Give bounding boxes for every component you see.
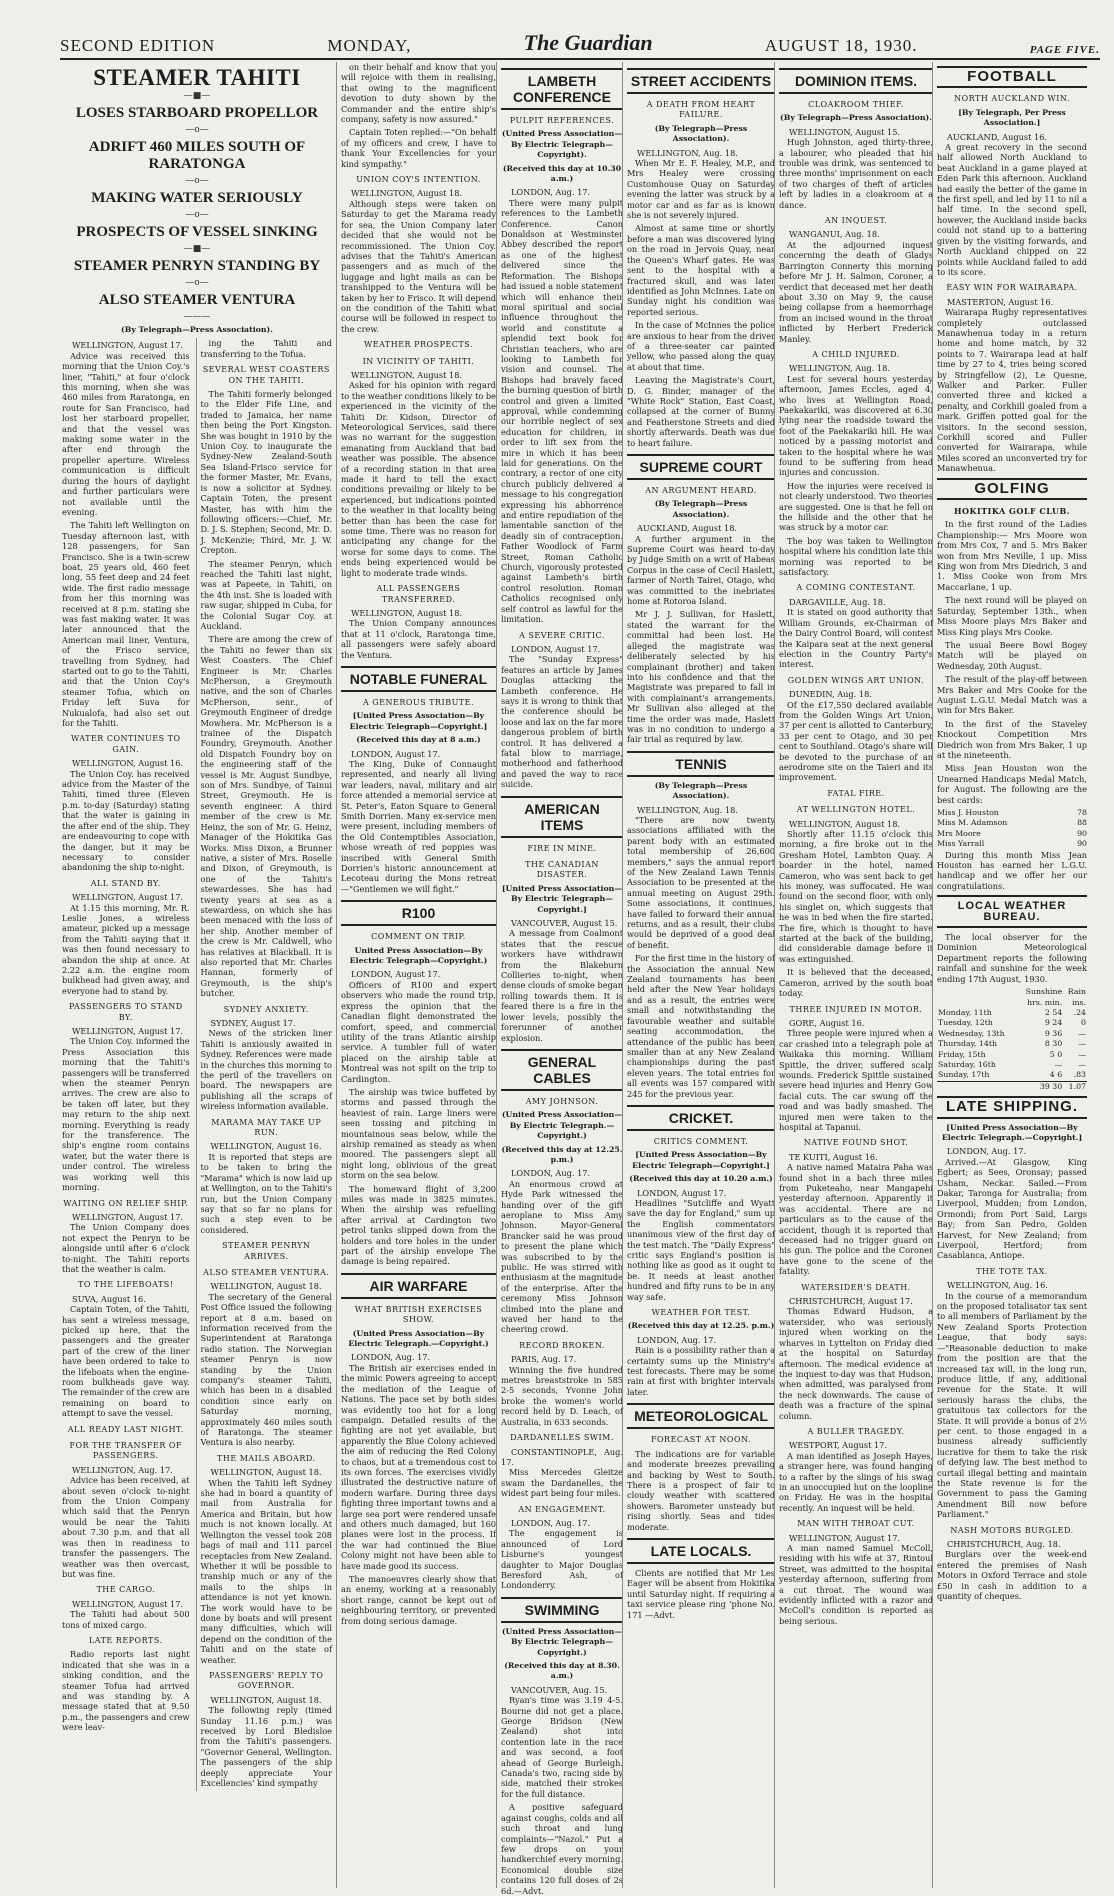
sunshine-value: 5 0 bbox=[1049, 1049, 1063, 1059]
dateline: AUCKLAND, August 18. bbox=[637, 523, 738, 534]
dateline: MASTERTON, August 16. bbox=[947, 296, 1054, 307]
score-row bbox=[937, 839, 1087, 849]
dateline: WELLINGTON, August 17. bbox=[72, 1026, 184, 1036]
paragraph: When Mr E. F. Healey, M.P., and Mrs Healey were crossing Customhouse Quay on Saturday evening the latter was struck by a motor car and as far as is known she is not severely injured. bbox=[627, 158, 775, 221]
received-line: (Received this day at 12.25. p.m.) bbox=[501, 1144, 623, 1164]
subheading: FATAL FIRE. bbox=[827, 788, 885, 798]
weather-day: Friday, 15th bbox=[938, 1049, 986, 1059]
issue-date: AUGUST 18, 1930. bbox=[764, 36, 918, 55]
dateline: WELLINGTON, August 17. bbox=[72, 1211, 184, 1222]
column-tahiti bbox=[62, 62, 332, 1888]
headline-dominion-items: DOMINION ITEMS. bbox=[779, 68, 933, 94]
dateline: LONDON, August 17. bbox=[511, 643, 601, 654]
subheading: WHAT BRITISH EXERCISES SHOW. bbox=[354, 1304, 483, 1325]
paragraph: The homeward flight of 3,200 miles was made in 3825 minutes. When the airship was refuelling after arrival at Cardington two petrol tanks slipped down from the holders and tore holes in the under part of the airship envelope The damage is being repaired. bbox=[341, 1183, 496, 1267]
paragraph: For the first time in the history of the Association the annual New Zealand tournaments has been held after the New Year holidays and as a result, the entries were small and notwithstanding the favourable weather and suitable seating accommodation, the attendance of the public has been smaller than at any New Zealand championships during the past eleven years. The total entries for all events was 157 compared with 245 for the previous year. bbox=[627, 953, 775, 1099]
paragraph: Leaving the Magistrate's Court, D. G. Binder, manager of the "White Rock" Station, East Coast, collapsed at the corner of Bunny and Featherstone Streets and died shortly afterwards. Death was due to heart failure. bbox=[627, 375, 775, 448]
subheading: AMY JOHNSON. bbox=[525, 1096, 599, 1106]
paragraph: Rain is a possibility rather than a certainty sums up the Ministry's test forecasts. There may be some rain at first with brighter intervals later. bbox=[627, 1345, 775, 1397]
subheading: NATIVE FOUND SHOT. bbox=[803, 1138, 909, 1148]
subheading: CRITICS COMMENT. bbox=[653, 1136, 749, 1146]
headline-american-items: AMERICAN ITEMS bbox=[501, 796, 623, 838]
paragraph: Arrived.—At Glasgow, King Egbert; as Sees, Oronsay; passed Usham, Neckar. Sailed.—From Dakar, Taronga for Australia; from Liverpool, Mudden; from London, Ormondi; from Port Said, Largs Bay; from San Pedro, Golden Harvest, for New Zealand; from Liverpool, Hertford; from Casablanca, Antiope. bbox=[937, 1156, 1087, 1261]
credit-line: (United Press Association—By Electric Telegraph—Copyright). bbox=[501, 129, 623, 160]
dateline: WELLINGTON, August 17. bbox=[72, 340, 184, 351]
rule-ornament: —o— bbox=[185, 210, 209, 220]
headline-golfing: GOLFING bbox=[937, 478, 1087, 500]
rule-ornament: ——— bbox=[183, 312, 211, 322]
dateline: LONDON, Aug. 17. bbox=[511, 187, 591, 198]
paragraph: Of the £17,550 declared available from the Golden Wings Art Union, 37 per cent is allotted to Canterbury, 33 per cent to Otago, and 30 per cent to Southland. Otago's share will be devoted to the purchase of an aerodrome site on the Taieri and its improvement. bbox=[779, 699, 933, 783]
rule-ornament: —■— bbox=[183, 244, 211, 254]
paragraph: Clients are notified that Mr Les Eager will be absent from Hokitika until Saturday night. If requiring a taxi service please ring 'phone No. 171 —Advt. bbox=[627, 1567, 775, 1620]
credit-line: (United Press Association—By Electric Telegraph—Copyright.) bbox=[501, 1626, 623, 1657]
score-row bbox=[937, 808, 1087, 818]
deck-2: ADRIFT 460 MILES SOUTH OF RARATONGA bbox=[88, 139, 306, 172]
text-column-a bbox=[62, 338, 190, 1791]
newspaper-title: The Guardian bbox=[523, 30, 653, 55]
deck-1: LOSES STARBOARD PROPELLOR bbox=[75, 105, 319, 121]
subheading: DARDANELLES SWIM. bbox=[510, 1433, 614, 1443]
paragraph: In the case of McInnes the police are anxious to hear from the driver of a three-seater car painted yellow, who passed along the quay at about that time. bbox=[627, 320, 775, 372]
paragraph: The Tahiti formerly belonged to the Elder Fife Line, and traded to Jamaica, her name then being the Port Kingston. She was bought in 1910 by the Union Coy. to inaugurate the Sydney-New Zealand-South Sea Island-Frisco service for the former Master, Mr. Evans, is now a solicitor at Sydney. Captain Toten, the present Master, has with him the following officers:—Chief, Mr. D. J. S. Stephen; Second, Mr. D. J. McKenzie; Third, Mr. J. W. Crepton. bbox=[200, 389, 332, 556]
rain-value: .83 bbox=[1073, 1070, 1086, 1080]
dateline: WELLINGTON, August 15. bbox=[789, 126, 901, 137]
received-line: (Received this day at 12.25. p.m.) bbox=[627, 1321, 775, 1331]
subheading: THE MAILS ABOARD. bbox=[217, 1453, 316, 1463]
rain-total: 1.07 bbox=[1068, 1081, 1086, 1091]
paragraph: The Tahiti had about 500 tons of mixed cargo. bbox=[62, 1609, 190, 1630]
subheading: PULPIT REFERENCES. bbox=[509, 116, 615, 125]
rain-value: — bbox=[1078, 1028, 1086, 1038]
paragraph: The Union Company announces that at 11 o'clock, Raratonga time, all passengers were safely aboard the Ventura. bbox=[341, 618, 496, 660]
paragraph: In the first of the Staveley Knockout Competition Mrs Diedrich won from Mrs Baker, 1 up at the nineteenth. bbox=[937, 718, 1087, 760]
subheading: A BULLER TRAGEDY. bbox=[807, 1426, 905, 1436]
subheading: ALL PASSENGERS TRANSFERRED. bbox=[376, 584, 461, 604]
paragraph: At 1.15 this morning, Mr. R. Leslie Jones, a wireless amateur, picked up a message from the Tahiti saying that it was then found necessary to abandon the ship at once. At 2.22 a.m. the engine room bulkhead had given away, and everyone had to stand by. bbox=[62, 902, 190, 996]
dateline: TE KUITI, August 16. bbox=[789, 1151, 878, 1162]
paragraph: The King, Duke of Connaught represented, and nearly all living war leaders, naval, military and air force attended a memorial service at St. Peter's, Eaton Square to General Smith Dorrien. Many ex-service men were present, including members of the Old Contemptibles Association, whose wreath of red poppies was inscribed with General Smith Dorrien's historic announcement at Lecoteau during the Mons retreat—"Gentlemen we will fight." bbox=[341, 758, 496, 894]
dateline: LONDON, August 17. bbox=[351, 969, 441, 980]
rule-ornament: —■— bbox=[183, 91, 211, 101]
player-score: 88 bbox=[1077, 818, 1087, 828]
credit-line: United Press Association—By Electric Telegraph—Copyright.) bbox=[349, 945, 488, 966]
paragraph: A great recovery in the second half allowed North Auckland to beat Auckland in a game played at Eden Park this afternoon. Auckland had easily the better of the game in the first spell, and led by 11 to nil a half time. In the second spell, however, the Auckland inside backs could not stand up to a battering given by the visiting forwards, and North Auckland chipped on 22 points while Auckland failed to add to its score. bbox=[937, 142, 1087, 277]
subheading: IN VICINITY OF TAHITI. bbox=[362, 356, 475, 366]
subheading: LATE REPORTS. bbox=[88, 1635, 163, 1645]
paragraph: There were many pulpit references to the Lambeth Conference. Canon Donaldson at Westminster Abbey described the report as one of the highest delivered since the Reformation. The Bishops had issued a noble statement which will enhance their moral spiritual and social influence throughout the world and constitute a splendid text book for Christian teachers, who are looking to Lambeth for vision and counsel. The Bishops had bravely faced the burning question of birth control and given a limited approval, while condemning our horrible neglect of sex education for children, in order to lift sex from the mire in which it has been laid for generations. On the contrary, a rector of one city church publicly delivered a message to his congregation expressing his abhorrence and entire repudiation of the lamentable sanction of the deadly sin of contraception. Father Woodlock of Farm Street, Roman Catholic Church, vigorously protested against Lambeth's birth control resolution. Roman Catholics recognised only self control as lawful for the limitation. bbox=[501, 197, 623, 625]
subheading: THE TOTE TAX. bbox=[976, 1266, 1048, 1276]
subheading: MAN WITH THROAT CUT. bbox=[797, 1519, 915, 1529]
dateline: WELLINGTON, August 18. bbox=[351, 369, 463, 380]
credit-line: (By Telegraph—Press Association). bbox=[654, 780, 748, 801]
paragraph: Mr J. J. Sullivan, for Haslett, stated the warrant for the committal had been lost. He alleged the magistrate was deliberately selected by his complainant (brother) and taken into his confidence and that the Magistrate was prepared to fall in with complainant's arrangements. Mr Sullivan also alleged at the time the order was made, Haslett was in no condition to undergo a fair trial as required by law. bbox=[627, 609, 775, 745]
rule-ornament: —o— bbox=[185, 278, 209, 288]
subheading: COMMENT ON TRIP. bbox=[371, 932, 466, 942]
paragraph: The steamer Penryn, which reached the Tahiti last night, was at Papeete, in Tahiti, on the 4th inst. She is loaded with raw sugar, shipped in Cuba, for the Colonial Sugar Coy. at Auckland. bbox=[200, 558, 332, 631]
weather-row bbox=[937, 1060, 1087, 1070]
dateline: WELLINGTON, August 16. bbox=[72, 758, 184, 769]
paragraph: Captain Toten, of the Tahiti, has sent a wireless message, picked up here, that the passengers and the greater part of the crew of the liner have been ordered to take to the lifeboats when the engine-room bulkheads gave way. The remainder of the crew are remaining on board to attempt to save the vessel. bbox=[62, 1304, 190, 1419]
dateline: WELLINGTON, August 18. bbox=[789, 818, 901, 829]
subheading: EASY WIN FOR WAIRARAPA. bbox=[946, 283, 1078, 293]
credit-line: (United Press Association—By Electric Telegraph.—Copyright.) bbox=[348, 1328, 489, 1349]
column-6 bbox=[932, 62, 1087, 1888]
subheading: WATER CONTINUES TO GAIN. bbox=[70, 734, 181, 754]
paragraph: The "Sunday Express" features an article by James Douglas attacking the Lambeth conference. He says it is wrong to think that the conference should be loose and lax on the far more dangerous problem of birth control. It has delivered a fatal blow to marriage, motherhood and fatherhood and paved the way to race suicide. bbox=[501, 654, 623, 790]
credit-line: (By Telegraph—Press Association). bbox=[654, 499, 748, 519]
paragraph: Three people were injured when a car crashed into a telegraph pole at Waikaka this morning. William Spittle, the driver, suffered scalp wounds. Frederick Spittle sustained severe head injuries and Henry Gow facial cuts. The car swung off the road and was badly smashed. The injured men were taken to the hospital at Tapanui. bbox=[779, 1028, 933, 1132]
dateline: WELLINGTON, August 18. bbox=[210, 1281, 322, 1292]
player-score: 90 bbox=[1077, 839, 1087, 849]
column-5 bbox=[774, 62, 933, 1888]
weather-row bbox=[937, 1029, 1087, 1039]
page-number: PAGE FIVE. bbox=[1029, 44, 1100, 56]
masthead bbox=[60, 30, 1100, 60]
paragraph: An enormous crowd at Hyde Park witnessed the handing over of the gift aeroplane to Miss Amy Johnson. Mayor-General Brancker said he was proud to present the plane which was subscribed to by the public. He was stirred with enthusiasm at the magnitude of the enterprise. After the ceremony Miss Johnson climbed into the plane and waved her hand to the cheering crowd. bbox=[501, 1178, 623, 1335]
paragraph: "There are now twenty associations affiliated with the parent body with an estimated total membership of 26,600 members," says the annual report of the New Zealand Lawn Tennis Association to be presented at the annual meeting on August 29th. Some associations, it continues, have failed to forward their annual returns, and as a result, their clubs would be deprived of a good deal of benefit. bbox=[627, 814, 775, 950]
dateline: LONDON, Aug. 17. bbox=[637, 1334, 717, 1345]
subheading: AT WELLINGTON HOTEL. bbox=[796, 805, 916, 815]
column-units: hrs. min. bbox=[1027, 997, 1063, 1007]
paragraph: Miss Mercedes Gleitze swam the Dardanelles, the widest part being four miles. bbox=[501, 1467, 623, 1499]
dateline: PARIS, Aug. 17. bbox=[511, 1354, 577, 1365]
sunshine-value: 9 24 bbox=[1044, 1018, 1063, 1028]
received-line: (Received this day at 8.30. a.m.) bbox=[504, 1661, 620, 1681]
subheading: A SEVERE CRITIC. bbox=[519, 630, 605, 640]
paragraph: How the injuries were received is not clearly understood. Two theories are suggested. One is that he fell on the hillside and the other that he was struck by a motor car. bbox=[779, 480, 933, 533]
paragraph: Almost at same time or shortly before a man was discovered lying on the road in Jervois Quay, near the Queen's Wharf gates. He was sent to the hospital with a fractured skull, and was later identified as John McInnes. Late on Sunday night his condition was reported serious. bbox=[627, 223, 775, 317]
subheading: FORECAST AT NOON. bbox=[650, 1435, 752, 1445]
credit-line: [United Press Association—By Electric Telegraph—Copyright.] bbox=[632, 1150, 770, 1170]
column-header: Rain bbox=[1067, 987, 1086, 997]
dateline: WELLINGTON, August 17. bbox=[72, 892, 184, 903]
rule-ornament: —o— bbox=[185, 125, 209, 135]
paragraph: Hugh Johnston, aged thirty-three, a labourer, who pleaded that his trouble was drink, was sentenced to three months' imprisonment on each of two charges of theft of articles left by ladies in a cloakroom at a dance. bbox=[779, 137, 933, 210]
credit-line: (By Telegraph—Press Association). bbox=[780, 113, 932, 123]
credit-line: (United Press Association—By Electric Telegraph.—Copyright.) bbox=[501, 1110, 623, 1141]
paragraph: The local observer for the Dominion Meteorological Department reports the following rainfall and sunshine for the week ending 17th August, 1930. bbox=[937, 932, 1087, 984]
dateline: WELLINGTON, Aug. 16. bbox=[947, 1280, 1048, 1291]
subheading: UNION COY'S INTENTION. bbox=[356, 175, 481, 185]
subheading: A CHILD INJURED. bbox=[812, 349, 900, 359]
dateline: SUVA, August 16. bbox=[72, 1293, 146, 1304]
paragraph: ing the Tahiti and transferring to the Tofua. bbox=[200, 338, 332, 359]
column-4 bbox=[622, 62, 775, 1888]
credit-line: [By Telegraph, Per Press Association.] bbox=[958, 107, 1066, 128]
player-score: 78 bbox=[1077, 808, 1087, 817]
paragraph: Radio reports last night indicated that she was in a sinking condition, and the steamer Tofua had arrived and was standing by. A message stated that at 9.50 p.m., the passengers and crew were leav- bbox=[62, 1649, 190, 1733]
subheading: AN INQUEST. bbox=[824, 216, 888, 226]
weather-row bbox=[937, 1018, 1087, 1028]
weather-header-row bbox=[937, 987, 1087, 997]
paragraph: It is believed that the deceased, Cameron, arrived by the south boat today. bbox=[779, 967, 933, 999]
headline-general-cables: GENERAL CABLES bbox=[501, 1049, 623, 1091]
dateline: LONDON, Aug. 17. bbox=[511, 1168, 591, 1179]
paragraph: The indications are for variable and moderate breezes prevailing and backing by West to South. There is a prospect of fair to cloudy weather with scattered showers. Barometer unsteady but rising shortly. Seas and tides moderate. bbox=[627, 1448, 775, 1532]
subheading: RECORD BROKEN. bbox=[519, 1340, 605, 1350]
dateline: LONDON, August 17. bbox=[637, 1187, 727, 1198]
dateline: SYDNEY, August 17. bbox=[210, 1018, 296, 1028]
received-line: (Received this day at 8 a.m.) bbox=[356, 735, 481, 745]
score-row bbox=[937, 818, 1087, 828]
paragraph: At the adjourned inquest concerning the death of Gladys Barrington Connerty this morning before Mr J. H. Salmon, Coroner, a verdict that deceased met her death about 3.30 on May 9, the cause being collapse from a haemorrhage from an incised wound in the throat inflicted by Herbert Frederick Manley. bbox=[779, 239, 933, 344]
weather-row bbox=[937, 1070, 1087, 1081]
dateline: AUCKLAND, August 16. bbox=[947, 131, 1048, 142]
paragraph: on their behalf and know that you will rejoice with them in realising, that owing to the magnificent devotion to duty shown by the Commander and the entire ship's company, safety is now assured." bbox=[341, 62, 496, 125]
subheading: THE CARGO. bbox=[96, 1585, 156, 1595]
subheading: WEATHER FOR TEST. bbox=[651, 1308, 751, 1318]
paragraph: Ryan's time was 3.19 4-5. Bourne did not get a place. George Bridson (New Zealand) shot into contention late in the race and was second, a foot ahead of George Burleigh. Canada's two, racing side by side, matched their strokes for the full distance. bbox=[501, 1695, 623, 1799]
paragraph: There are among the crew of the Tahiti no fewer than six West Coasters. The Chief Engineer is Mr. Charles McPherson, a Greymouth native, and the son of Charles McPherson, senr., of Greymouth Engineer of dredge Mowhera. Mr. McPherson is a trainee of the Dispatch Foundry, Greymouth. Another old Dispatch Foundry boy on the engineering staff of the vessel is Mr. August Sundbye, son of Mrs. Sundbye, of Tainui Street, Greymouth. He is seventh engineer. A third member of the crew is Mr. Heinz, the son of Mr. G. Heinz, Manager of the Hokitika Gas Works. Miss Dixon, a Brunner native, a sister of Mrs. Roselle and Dixon, of Greymouth, is one of the Tahiti's stewardesses. She has had twenty years at sea as a stewardess, on which she has been menaced with the loss of her ship. Another member of the crew is Mr. Caldwell, who has relatives at Blackball. It is also reported that Mr. Charles Hannan, formerly of Greymouth, is the ship's butcher. bbox=[200, 634, 332, 999]
paragraph: Wairarapa Rugby representatives completely outclassed Manawhenua today in a return home and home match, by 32 points to 7. Wairarapa lead at half time by 27 to 4, tries being scored by Stringfellow (2), Le Quesne, Walker and Parker. Fuller converted three and kicked a penalty, and Corkhill goaled from a mark. Griffen potted goal for the visitors. In the second session, Corkhill scored and Fuller converted for Wairarapa, while Miles scored an unconverted try for Manawhenua. bbox=[937, 307, 1087, 474]
subheading: AN ARGUMENT HEARD. bbox=[645, 486, 757, 495]
paragraph: The Union Coy. informed the Press Association this morning that the Tahiti's passengers will be transferred when the steamer Penryn arrives. The crew are also to be taken off later, but they may return to the ship next morning. Everything is ready for the transference. The ship's engine room contains water, but the water there is under control. The wireless was working well this morning. bbox=[62, 1036, 190, 1193]
subheading: GOLDEN WINGS ART UNION. bbox=[787, 675, 925, 685]
credit-line: (By Telegraph—Press Association). bbox=[121, 325, 273, 334]
weather-units-row bbox=[937, 998, 1087, 1008]
paragraph: The Tahiti left Wellington on Tuesday afternoon last, with 128 passengers, for San Francisco. She is a twin-screw boat, 25 years old, 460 feet long, 55 feet deep and 24 feet wide. The first radio message from her this morning was received at 8 p.m. stating she was fast making water. It was later announced that the American mail liner, Ventura, of the Frisco service, travelling from Sydney, had started out to go to the Tahiti, and that the Union Coy's steamer Tofua, which on Friday left Suva for Nukualofa, had also set out for the Tahiti. bbox=[62, 520, 190, 729]
paragraph: It is reported that steps are to be taken to bring the "Marama" which is now laid up at Wellington, on to the Tahiti's run, but the Union Company say that so far no plans for such a step even to be considered. bbox=[200, 1151, 332, 1235]
advertisement: A positive safeguard against coughs, colds and all such throat and lung complaints—"Nazol." Put a few drops on your handkerchief every morning. Economical double size contains 120 full doses of 2s 6d.—Advt. bbox=[501, 1802, 623, 1896]
paragraph: Captain Toten replied:—"On behalf of my officers and crew, I have to thank Your Excellencies for your kind sympathy." bbox=[341, 127, 496, 169]
subheading: FOR THE TRANSFER OF PASSENGERS. bbox=[69, 1441, 183, 1461]
paragraph: When the Tahiti left Sydney she had in board a quantity of mail from Australia for America and Britain, but how much is not known locally. At Wellington the vessel took 208 bags of mail and 111 parcel receptacles from New Zealand. Whether it will be possible to tranship much or any of the mails to the ships in attendance is not yet known. The work would have to be done by boats and will present many difficulties, which will depend on the condition of the Tahiti and on the state of weather. bbox=[200, 1477, 332, 1665]
subheading: AN ENGAGEMENT. bbox=[518, 1504, 606, 1514]
weather-day: Tuesday, 12th bbox=[938, 1018, 993, 1028]
column-header: Sunshine bbox=[1025, 987, 1063, 997]
weather-day: Sunday, 17th bbox=[938, 1070, 990, 1080]
paragraph: The secretary of the General Post Office issued the following report at 8 a.m. based on information received from the Superintendent at Raratonga radio station. The Norwegian steamer Penryn is now standing by the Union company's steamer Tahiti, which has been in a disabled condition since early on Saturday morning, approximately 460 miles south of Raratonga. The steamer Ventura is also nearby. bbox=[200, 1291, 332, 1448]
paragraph: The usual Beere Bowl Bogey Match will be played on Wednesday, 20th August. bbox=[937, 639, 1087, 671]
subheading: A COMING CONTESTANT. bbox=[796, 583, 916, 593]
paragraph: Thomas Edward Hudson, a watersider, who was seriously injured when working on the wharves in Lyttelton on Friday died at the hospital on Saturday afternoon. The medical evidence at the inquest to-day was that Hudson, when admitted, was paralysed from the neck downwards. The cause of death was a fracture of the spinal column. bbox=[779, 1306, 933, 1421]
golf-scores bbox=[937, 808, 1087, 850]
received-line: (Received this day at 10.30 a.m.) bbox=[502, 163, 622, 184]
dateline: CHRISTCHURCH, August 17. bbox=[789, 1296, 913, 1307]
headline-meteorological: METEOROLOGICAL bbox=[627, 1403, 775, 1429]
subheading: WATERSIDER'S DEATH. bbox=[801, 1282, 911, 1292]
dateline: WELLINGTON, August 18. bbox=[351, 188, 463, 199]
credit-line: (By Telegraph—Press Association). bbox=[654, 123, 748, 144]
text-column-b bbox=[196, 338, 332, 1791]
sunshine-value: 9 36 bbox=[1044, 1028, 1063, 1038]
rain-value: .24 bbox=[1073, 1007, 1086, 1017]
paragraph: A further argument in the Supreme Court was heard to-day by Judge Smith on a writ of Habeas Corpus in the case of Cecil Haslett, farmer of North Tairei, Otago, who was committed to the inebriates home at Rotoroa Island. bbox=[627, 533, 775, 607]
paragraph: The following reply (timed Sunday 11.16 p.m.) was received by Lord Bledisloe from the Tahiti's passengers. "Governor General, Wellington. The passengers of the ship deeply appreciate Your Excellencies' kind sympathy bbox=[200, 1705, 332, 1789]
dateline: WELLINGTON, Aug. 18. bbox=[637, 804, 738, 815]
dateline: WELLINGTON, August 17. bbox=[72, 1598, 184, 1609]
subheading: A GENEROUS TRIBUTE. bbox=[362, 697, 475, 707]
headline-steamer-tahiti: STEAMER TAHITI bbox=[93, 65, 301, 90]
headline-late-locals: LATE LOCALS. bbox=[627, 1538, 775, 1564]
dateline: LONDON, August 17. bbox=[351, 748, 441, 759]
subheading: CLOAKROOM THIEF. bbox=[808, 100, 904, 109]
deck-6: ALSO STEAMER VENTURA bbox=[98, 292, 296, 308]
subheading: THREE INJURED IN MOTOR. bbox=[789, 1004, 923, 1014]
credit-line: [United Press Association—By Electric Telegraph.—Copyright.] bbox=[941, 1122, 1083, 1142]
paragraph: The result of the play-off between Mrs Baker and Mrs Cooke for the August L.G.U. Medal Match was a win for Mrs Baker. bbox=[937, 674, 1087, 716]
headline-swimming: SWIMMING bbox=[501, 1597, 623, 1623]
column-3 bbox=[496, 62, 623, 1896]
dateline: VANCOUVER, Aug. 15. bbox=[511, 1684, 608, 1695]
paragraph: A man named Samuel McColl, residing with his wife at 37, Rintoul Street, was admitted to the hospital yesterday afternoon, suffering from a cut throat. The wound was evidently inflicted with a razor and McColl's condition is reported as being serious. bbox=[779, 1543, 933, 1626]
weather-table bbox=[937, 987, 1087, 1092]
credit-line: [United Press Association—By Electric Telegraph—Copyright.] bbox=[501, 883, 623, 914]
headline-supreme-court: SUPREME COURT bbox=[627, 454, 775, 480]
received-line: (Received this day at 10.20 a.m.) bbox=[629, 1174, 773, 1184]
dateline: WELLINGTON, August 18. bbox=[210, 1694, 322, 1705]
subheading: ALL STAND BY. bbox=[90, 878, 161, 888]
headline-street-accidents: STREET ACCIDENTS bbox=[627, 68, 775, 94]
dateline: WELLINGTON, August 17. bbox=[789, 1532, 901, 1543]
day-label: MONDAY, bbox=[327, 36, 412, 55]
weather-day: Wednesday, 13th bbox=[938, 1028, 1005, 1038]
dateline: DUNEDIN, Aug. 18. bbox=[789, 689, 872, 700]
subheading: SEVERAL WEST COASTERS ON THE TAHITI. bbox=[202, 365, 330, 385]
subheading: ALSO STEAMER VENTURA. bbox=[203, 1267, 330, 1277]
paragraph: During this month Miss Jean Houston has earned her L.G.U. handicap and we offer her our congratulations. bbox=[937, 849, 1087, 891]
dateline: WELLINGTON, Aug. 18. bbox=[637, 147, 738, 158]
sunshine-value: — bbox=[1054, 1059, 1063, 1069]
subheading: NORTH AUCKLAND WIN. bbox=[954, 94, 1070, 104]
dateline: WANGANUI, Aug. 18. bbox=[789, 229, 880, 240]
weather-day: Thursday, 14th bbox=[938, 1039, 998, 1049]
subheading: WEATHER PROSPECTS. bbox=[364, 340, 473, 350]
weather-row bbox=[937, 1039, 1087, 1049]
paragraph: Miss Jean Houston won the Unearned Handicaps Medal Match, for August. The following are the best cards: bbox=[937, 763, 1087, 805]
subheading: WAITING ON RELIEF SHIP. bbox=[63, 1198, 189, 1208]
paragraph: Winning the five hundred metres breaststroke in 585 2-5 seconds, Yvonne John broke the women's world record held by D. Leach, of Australia, in 633 seconds. bbox=[501, 1364, 623, 1427]
dateline: LONDON, Aug. 17. bbox=[947, 1146, 1027, 1157]
score-row bbox=[937, 829, 1087, 839]
player-name: Miss Yarrall bbox=[937, 839, 985, 849]
paragraph: The boy was taken to Wellington hospital where his condition late this morning was reported to be satisfactory. bbox=[779, 535, 933, 578]
sunshine-value: 8 30 bbox=[1044, 1039, 1063, 1049]
paragraph: Lest for several hours yesterday afternoon, James Eccles, aged 4, who lives at Wellington Road, Paekakariki, was discovered at 6.30 lying near the roadside toward the foot of the Paekakariki hill. He was noticed by a passing motorist and taken to the hospital where he was found to be suffering from head injuries and concussion. bbox=[779, 373, 933, 478]
subheading: SYDNEY ANXIETY. bbox=[223, 1004, 309, 1014]
paragraph: Burglars over the week-end entered the premises of Nash Motors in Oxford Terrace and stole £50 in cash in addition to a quantity of cheques. bbox=[937, 1549, 1087, 1602]
dateline: CONSTANTINOPLE, Aug. 17. bbox=[501, 1446, 623, 1467]
sunshine-value: 2 54 bbox=[1044, 1007, 1063, 1017]
dateline: WELLINGTON, Aug. 17. bbox=[72, 1464, 173, 1475]
paragraph: The Union Coy. has received advice from the Master of the Tahiti, timed three (Eleven p.m. to-day (Saturday) stating that the water is gaining in the after end of the ship. They are endeavouring to cope with the danger, but it may be necessary to consider abandoning the ship to-night. bbox=[62, 768, 190, 873]
paragraph: News of the stricken liner Tahiti is anxiously awaited in Sydney. References were made in the churches this morning to the peril of the travellers on board. The newspapers are publishing all the scraps of wireless information available. bbox=[200, 1028, 332, 1112]
weather-row bbox=[937, 1050, 1087, 1060]
rain-value: — bbox=[1078, 1059, 1086, 1069]
dateline: GORE, August 16. bbox=[789, 1017, 865, 1028]
dateline: WELLINGTON, Aug. 18. bbox=[789, 363, 890, 374]
dateline: CHRISTCHURCH, Aug. 18. bbox=[947, 1539, 1061, 1549]
paragraph: The manoeuvres clearly show that an enemy, working at a reasonably short range, cannot be kept out of neighbouring territory, or prevented from doing serious damage. bbox=[341, 1574, 496, 1626]
subheading: PASSENGERS' REPLY TO GOVERNOR. bbox=[209, 1670, 324, 1691]
paragraph: The next round will be played on Saturday, September 13th., when Miss Moore plays Mrs Baker and Miss King plays Mrs Cooke. bbox=[937, 595, 1087, 637]
paragraph: Advice was received this morning that the Union Coy.'s liner, "Tahiti," at four o'clock this morning, when she was 460 miles from Raratonga, en route for San Francisco, had lost her starboard propeller, and that the vessel was making some water in the after end through the propeller aperture. Wireless communication is difficult during the hours of daylight and further particulars were not available until the evening. bbox=[62, 350, 190, 517]
edition-label: SECOND EDITION bbox=[60, 36, 216, 55]
headline-lambeth-conference: LAMBETH CONFERENCE bbox=[501, 68, 623, 110]
paragraph: Advice has been received, at about seven o'clock to-night from the Union Company which said that the Penryn would be near the Tahiti about 7.30 p.m. and that all was then in readiness to transfer the passengers. The weather was then overcast, but was fine. bbox=[62, 1475, 190, 1579]
subheading: TO THE LIFEBOATS! bbox=[78, 1280, 174, 1290]
dateline: VANCOUVER, August 15. bbox=[511, 918, 618, 929]
dateline: WELLINGTON, August 18. bbox=[351, 607, 463, 618]
rain-value: — bbox=[1078, 1049, 1086, 1059]
paragraph: Headlines "Sutcliffe and Wyatt save the day for England," sum up the English commentators unanimous view of the first day of the test match. The "Daily Express" critic says England's position is nothing like as good as it ought to be. It needs at least another hundred and fifty runs to be in any way safe. bbox=[627, 1197, 775, 1302]
sunshine-value: 4 6 bbox=[1049, 1070, 1063, 1080]
headline-tennis: TENNIS bbox=[627, 751, 775, 777]
subheading: A DEATH FROM HEART FAILURE. bbox=[646, 100, 756, 120]
player-name: Miss M. Adamson bbox=[937, 818, 1008, 828]
subheading: PASSENGERS TO STAND BY. bbox=[68, 1002, 183, 1022]
paragraph: A man identified as Joseph Hayes, a stranger here, was found hanging to a rafter by the slings of his swag in an unoccupied hut on the loopline on Friday. He was in the hospital recently. An inquest will be held. bbox=[779, 1450, 933, 1513]
weather-total-row bbox=[937, 1081, 1087, 1092]
paragraph: In the first round of the Ladies Championship:— Mrs Moore won from Mrs Cox, 7 and 5. Mrs Baker won from Mrs Neville, 1 up. Miss King won from Mrs Diedrich, 3 and 1. Miss Cooke won from Mrs Maccarlane, 1 up. bbox=[937, 519, 1087, 592]
player-name: Mrs Moore bbox=[937, 828, 981, 838]
dateline: LONDON, Aug. 17. bbox=[351, 1352, 431, 1363]
headline-air-warfare: AIR WARFARE bbox=[341, 1273, 496, 1299]
rain-value: 0 bbox=[1081, 1018, 1086, 1028]
dateline: DARGAVILLE, Aug. 18. bbox=[789, 596, 886, 607]
headline-late-shipping: LATE SHIPPING. bbox=[937, 1096, 1087, 1118]
subheading: MARAMA MAY TAKE UP RUN. bbox=[211, 1117, 322, 1138]
paragraph: Shortly after 11.15 o'clock this morning, a fire broke out in the Gresham Hotel, Lambton Quay. A boarder in the hotel, named Cameron, who was sent back to get his money, was suffocated. He was found on the second floor, with only his singlet on, which suggests that he was in bed when the fire started. The fire, which is thought to have started at the back of the building, did considerable damage before it was extinguished. bbox=[779, 829, 933, 964]
headline-notable-funeral: NOTABLE FUNERAL bbox=[341, 666, 496, 692]
dateline: LONDON, Aug. 17. bbox=[511, 1517, 591, 1528]
player-name: Miss J. Houston bbox=[937, 808, 999, 817]
headline-local-weather-bureau: LOCAL WEATHER BUREAU. bbox=[937, 895, 1087, 928]
paragraph: The Union Company does not expect the Penryn to be alongside until after 6 o'clock to-night. The Tahiti reports that the weather is calm. bbox=[62, 1222, 190, 1274]
dateline: WELLINGTON, August 16. bbox=[210, 1141, 322, 1152]
paragraph: In the course of a memorandum on the proposed totalisator tax sent to all members of Parliament by the New Zealand Sports Protection League, that body says:—"Reasonable deduction to make from the position are that the increased tax will, in the long run, produce little, if any, additional revenue for the State. It will seriously harass the clubs, the gratuitous tax collectors for the State. It will provide a bonus of 2½ per cent. to those engaged in a business already sufficiently lucrative for them to take the risk of defying law. The best method to curtail illegal betting and maintain the State revenue is for the Government to pass the Gaming Amendment Bill now before Parliament." bbox=[937, 1290, 1087, 1520]
dateline: WELLINGTON, August 18. bbox=[210, 1467, 322, 1478]
deck-5: STEAMER PENRYN STANDING BY bbox=[73, 258, 321, 274]
paragraph: A message from Coalmont states that the rescue workers have withdrawn from the Blakeburn Collieries to-night, when dense clouds of smoke began rolling towards them. It is feared there is a fire in the lower levels, possibly the forerunner of another explosion. bbox=[501, 928, 623, 1043]
credit-line: [United Press Association—By Electric Telegraph—Copyright.] bbox=[349, 711, 488, 731]
paragraph: The British air exercises ended in the mimic Powers agreeing to accept the mediation of the League of Nations. The pace set by both sides was evidently too hot for a long campaign. Detailed results of the fighting are not yet available, but apparently the Blue Colony achieved the aim of reducing the Red Colony to chaos, but at a tremendous cost to its own forces. The exercises vividly illustrated the destructive nature of modern warfare. During three days fighting three important towns and a large sea port were rendered unsafe and others much damaged, but 160 planes were lost in the process. If the war had continued the Blue Colony might not have been able to have made good its success. bbox=[341, 1362, 496, 1571]
headline-football: FOOTBALL bbox=[937, 66, 1087, 88]
column-2 bbox=[336, 62, 496, 1888]
paragraph: A native named Mataira Paha was found shot in a bach three miles from Puketeaho, near Mangapehi yesterday afternoon. Apparently it was accidental. There are no particulars as to the cause of the accident, though it is reported that deceased had no trigger guard on his gun. The police and the Coroner have gone to the scene of the fatality. bbox=[779, 1162, 933, 1277]
player-score: 90 bbox=[1077, 828, 1087, 838]
deck-3: MAKING WATER SERIOUSLY bbox=[91, 190, 303, 206]
rain-value: — bbox=[1078, 1039, 1086, 1049]
dateline: WESTPORT, August 17. bbox=[789, 1440, 887, 1451]
weather-day: Saturday, 16th bbox=[938, 1059, 996, 1069]
headline-r100: R100 bbox=[341, 900, 496, 926]
subheading: STEAMER PENRYN ARRIVES. bbox=[222, 1241, 311, 1261]
headline-cricket: CRICKET. bbox=[627, 1105, 775, 1131]
subheading: FIRE IN MINE. bbox=[527, 843, 597, 853]
weather-day: Monday, 11th bbox=[938, 1007, 992, 1017]
paragraph: The engagement is announced of Lord Lisburne's youngest daughter to Major Douglas Beresford Ash, of Londonderry. bbox=[501, 1528, 623, 1591]
sunshine-total: 39 30 bbox=[1039, 1081, 1063, 1091]
rule-ornament: —o— bbox=[185, 176, 209, 186]
weather-row bbox=[937, 1008, 1087, 1018]
deck-4: PROSPECTS OF VESSEL SINKING bbox=[76, 224, 318, 240]
column-units: ins. bbox=[1072, 997, 1086, 1007]
paragraph: The airship was twice buffeted by storms and passed through the heaviest of rain. Large liners were seen tossing and pitching in mountainous seas below, while the airship remained as steady as when moored. The passengers slept all night long, oblivious of the great storm on the sea below. bbox=[341, 1086, 496, 1181]
subheading: NASH MOTORS BURGLED. bbox=[950, 1525, 1074, 1535]
paragraph: Although steps were taken on Saturday to get the Marama ready for sea, the Union Company later decided that she would not be recommissioned. The Union Coy. advises that the Tahiti's American passengers and as much of the luggage and light mails as can be transhipped to the Ventura will be taken by her to Frisco. It will depend on the condition of the Tahiti what course will be followed in respect to the crew. bbox=[341, 198, 496, 334]
subheading: HOKITIKA GOLF CLUB. bbox=[953, 506, 1070, 517]
paragraph: It is stated on good authority that William Grounds, ex-Chairman of the Dairy Control Board, will contest the Kaipara seat at the next general election in the Country Party's interest. bbox=[779, 607, 933, 670]
subheading: THE CANADIAN DISASTER. bbox=[525, 860, 599, 880]
subheading: ALL READY LAST NIGHT. bbox=[67, 1424, 184, 1434]
paragraph: Asked for his opinion with regard to the weather conditions likely to be experienced in the vicinity of the Tahiti Dr. Kidson, Director of Meteorological Services, said there was no warrant for the suggestion emanating from Auckland that bad weather was possible. The absence of a recording station in that area made it hard to tell the exact conditions prevailing or likely to be experienced, but indications pointed to the weather in that locality being better than has been the case for some time. There was no reason for anticipating any change for the worse for some days to come. The ends being experienced would be light to moderate trade winds. bbox=[341, 380, 496, 578]
paragraph: Officers of R100 and expert observers who made the round trip, express the opinion that the Canadian flight demonstrated the comfort, speed, and commercial utility of the trans Atlantic airship service. A tumbler full of water placed on the airship table at Montreal was not spilt on the trip to Cardington. bbox=[341, 979, 496, 1084]
